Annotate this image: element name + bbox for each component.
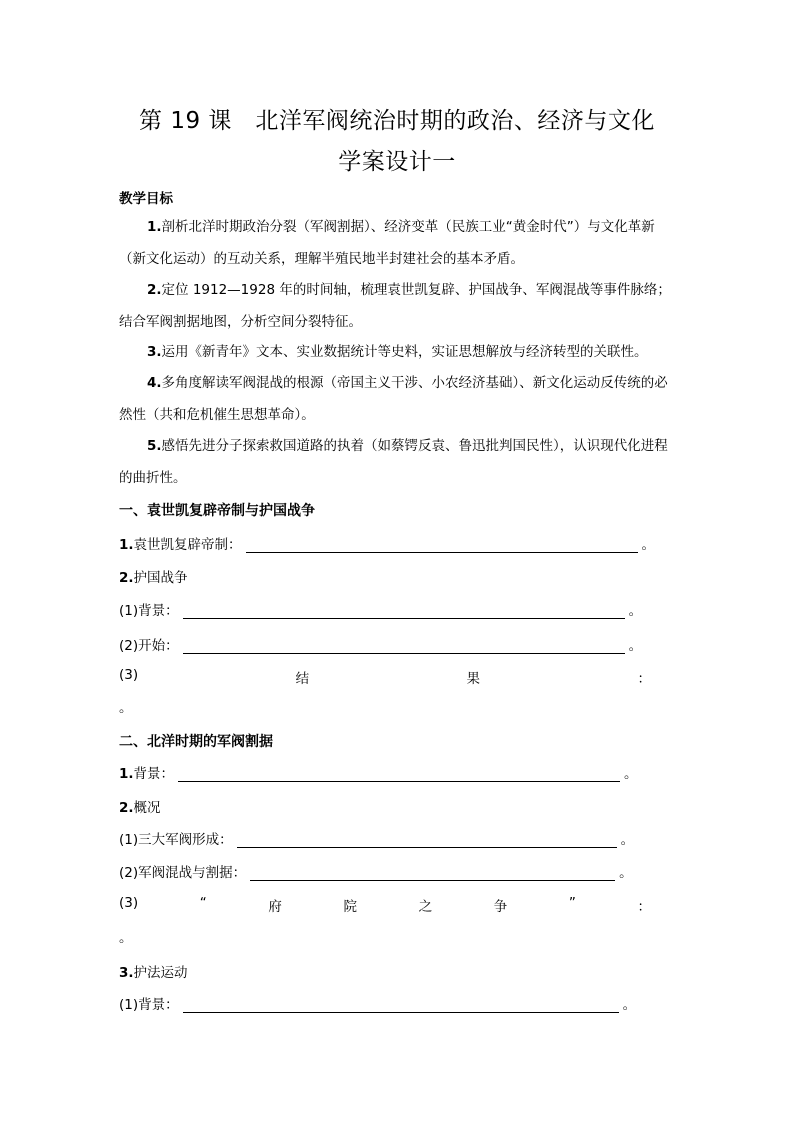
sub-label: (1)背景：	[119, 603, 179, 619]
answer-blank[interactable]	[250, 868, 615, 881]
period: 。	[628, 603, 643, 619]
answer-blank[interactable]	[183, 606, 625, 619]
objective-text: 多角度解读军阀混战的根源（帝国主义干涉、小农经济基础）、新文化运动反传统的必然性（共和危机催生思想革命）。	[119, 375, 668, 423]
item-number: 3.	[119, 965, 134, 981]
sub-label-part: 院	[343, 899, 357, 915]
section2-item2	[119, 796, 161, 816]
sub-label-part: 结	[295, 671, 310, 687]
section2-sub2	[119, 861, 633, 881]
objective-number: 3.	[147, 344, 162, 360]
section2-item3-sub1	[119, 993, 636, 1013]
answer-blank[interactable]	[183, 1000, 619, 1013]
section1-sub3	[119, 667, 651, 687]
period: 。	[628, 638, 643, 654]
objective-number: 5.	[147, 438, 162, 454]
item-number: 1.	[119, 766, 134, 782]
objectives-heading: 教学目标	[119, 191, 173, 207]
objective-number: 4.	[147, 375, 162, 391]
period: 。	[641, 537, 656, 553]
sub-label: (1)背景：	[119, 997, 179, 1013]
objective-text: 定位 1912—1928 年的时间轴，梳理袁世凯复辟、护国战争、军阀混战等事件脉络；结合军阀割据地图，分析空间分裂特征。	[119, 282, 671, 330]
answer-blank[interactable]	[237, 835, 617, 848]
item-number: 2.	[119, 800, 134, 816]
sub-label: (1)三大军阀形成：	[119, 832, 233, 848]
section1-sub1	[119, 599, 642, 619]
item-label: 背景：	[133, 766, 175, 782]
objective-item-5	[119, 430, 679, 494]
answer-blank[interactable]	[178, 769, 620, 782]
sub-label-part: (3)	[119, 895, 139, 911]
sub-label-part: 争	[493, 899, 508, 915]
objective-text: 运用《新青年》文本、实业数据统计等史料，实证思想解放与经济转型的关联性。	[161, 344, 648, 360]
sub-label-part: 之	[418, 899, 433, 915]
period: 。	[620, 832, 635, 848]
section2-heading: 二、北洋时期的军阀割据	[119, 734, 273, 750]
section2-sub3-end: 。	[119, 930, 133, 946]
objective-number: 1.	[147, 219, 162, 235]
page-subtitle: 学案设计一	[338, 149, 456, 175]
section1-heading: 一、袁世凯复辟帝制与护国战争	[119, 503, 315, 519]
sub-label-part: ”	[568, 895, 576, 911]
item-label: 护国战争	[133, 570, 188, 586]
item-number: 1.	[119, 537, 134, 553]
item-label: 护法运动	[133, 965, 188, 981]
item-label: 袁世凯复辟帝制：	[133, 537, 242, 553]
answer-blank[interactable]	[183, 641, 625, 654]
section2-item3	[119, 961, 188, 981]
period: 。	[624, 766, 638, 782]
objective-text: 感悟先进分子探索救国道路的执着（如蔡锷反袁、鲁迅批判国民性），认识现代化进程的曲折性。	[119, 438, 668, 486]
sub-label-part: 果	[466, 671, 481, 687]
section2-sub1	[119, 828, 634, 848]
objective-item-3	[119, 336, 679, 368]
period: 。	[622, 997, 637, 1013]
section1-item1	[119, 533, 655, 553]
sub-label-part: ：	[637, 671, 651, 687]
objective-number: 2.	[147, 282, 162, 298]
sub-label-part: “	[199, 895, 207, 911]
objective-item-1	[119, 211, 679, 275]
objective-item-4	[119, 367, 679, 431]
answer-blank[interactable]	[246, 540, 638, 553]
page-title: 第 19 课 北洋军阀统治时期的政治、经济与文化	[139, 108, 655, 134]
sub-label-part: (3)	[119, 667, 139, 683]
objective-text: 剖析北洋时期政治分裂（军阀割据）、经济变革（民族工业“黄金时代”）与文化革新（新文化运动）的互动关系，理解半殖民地半封建社会的基本矛盾。	[119, 219, 655, 267]
section1-sub2	[119, 634, 642, 654]
sub-label-part: 府	[268, 899, 282, 915]
sub-label: (2)军阀混战与割据：	[119, 865, 247, 881]
item-label: 概况	[133, 800, 161, 816]
item-number: 2.	[119, 570, 134, 586]
sub-label-part: ：	[637, 899, 651, 915]
section1-item2	[119, 566, 188, 586]
sub-label: (2)开始：	[119, 638, 179, 654]
section2-item1	[119, 762, 638, 782]
section1-sub3-end: 。	[119, 700, 133, 716]
objective-item-2	[119, 274, 679, 338]
period: 。	[619, 865, 633, 881]
section2-sub3	[119, 895, 651, 915]
